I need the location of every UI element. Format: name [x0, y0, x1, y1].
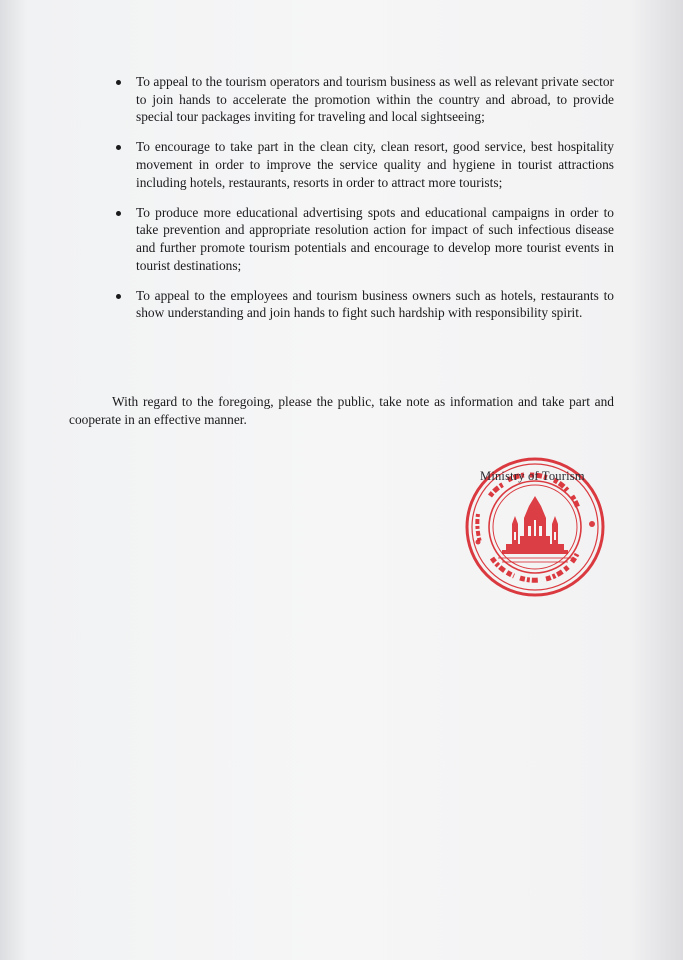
- bullet-item: To appeal to the tourism operators and tourism business as well as relevant private sector to join hands to accelerate the promotion within the country and abroad, to provide special tour packages inviting for traveling and local sightseeing;: [112, 73, 614, 126]
- bullet-item: To produce more educational advertising spots and educational campaigns in order to take prevention and appropriate resolution action for impact of such infectious disease and further promote tourism potentials and encourage to develop more tourist events in tourist destinations;: [112, 204, 614, 274]
- signature-label: Ministry of Tourism: [480, 469, 585, 483]
- bullet-item: To encourage to take part in the clean city, clean resort, good service, best hospitality movement in order to improve the service quality and hygiene in tourist attractions including hotels, restaurants, resorts in order to attract more tourists;: [112, 138, 614, 191]
- bullet-item: To appeal to the employees and tourism business owners such as hotels, restaurants to show understanding and join hands to fight such hardship with responsibility spirit.: [112, 287, 614, 322]
- bullet-list: [112, 73, 614, 335]
- closing-paragraph: With regard to the foregoing, please the public, take note as information and take part and cooperate in an effective manner.: [69, 394, 614, 427]
